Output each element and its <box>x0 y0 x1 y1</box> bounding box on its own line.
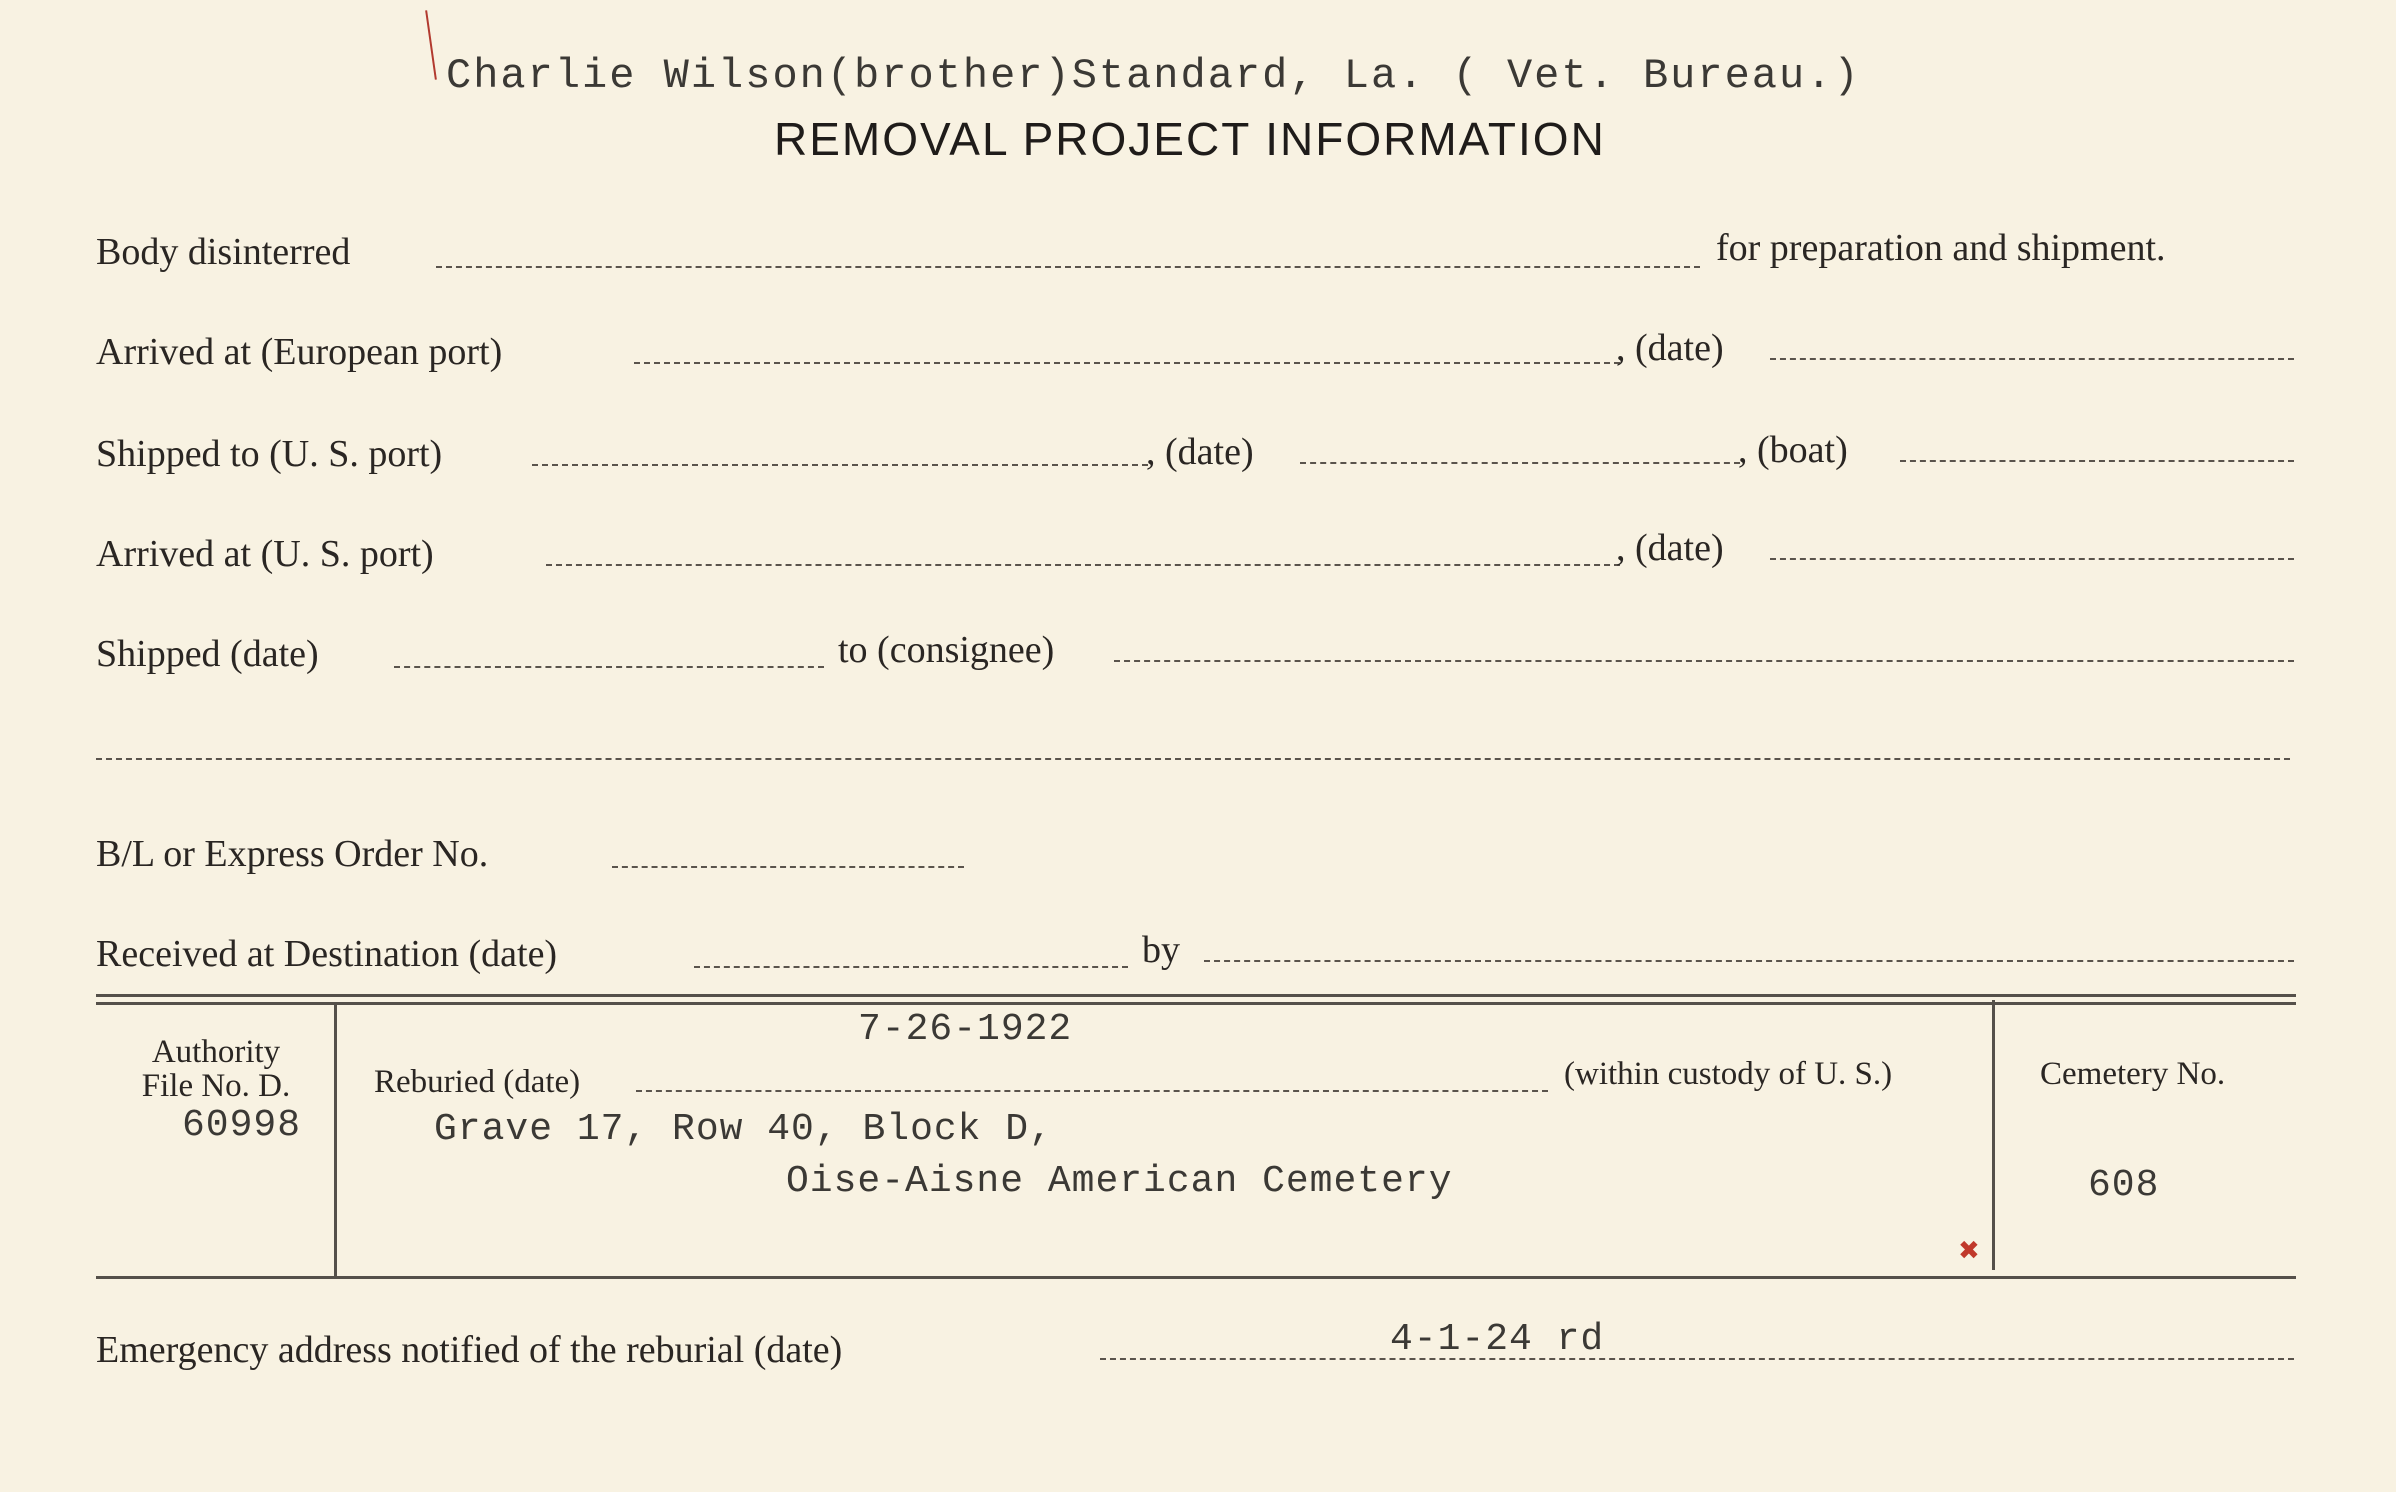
emergency-address-label: Emergency address notified of the reburial (date) <box>96 1329 843 1371</box>
grave-line-1: Grave 17, Row 40, Block D, <box>434 1108 1053 1151</box>
arrived-european-date-label: , (date) <box>1616 327 1724 369</box>
file-no-label: File No. D. <box>141 1068 291 1104</box>
file-no-value: 60998 <box>182 1104 302 1147</box>
received-destination-line <box>694 966 1128 968</box>
body-disinterred-line <box>436 266 1700 268</box>
box-bottom-rule <box>96 1276 2296 1279</box>
red-check-mark <box>425 10 437 80</box>
form-title: REMOVAL PROJECT INFORMATION <box>774 113 1606 165</box>
reburied-label: Reburied (date) <box>374 1064 581 1100</box>
emergency-address-line <box>1100 1358 2294 1360</box>
to-consignee-label: to (consignee) <box>838 629 1055 671</box>
box-top-rule <box>96 994 2296 997</box>
shipped-date-label: Shipped (date) <box>96 633 319 675</box>
consignee-continuation-line <box>96 758 2290 760</box>
boat-line <box>1900 460 2294 462</box>
red-ink-mark: ✖ <box>1958 1236 1980 1265</box>
cemetery-no-label: Cemetery No. <box>2040 1056 2226 1092</box>
arrived-european-line <box>634 362 1620 364</box>
shipped-to-us-date-label: , (date) <box>1146 431 1254 473</box>
arrived-us-label: Arrived at (U. S. port) <box>96 533 434 575</box>
authority-label: Authority <box>151 1034 281 1070</box>
by-label: by <box>1142 929 1180 971</box>
reburied-line <box>636 1090 1548 1092</box>
for-preparation-label: for preparation and shipment. <box>1716 227 2166 269</box>
shipped-date-line <box>394 666 824 668</box>
boat-label: , (boat) <box>1738 429 1848 471</box>
arrived-us-line <box>546 564 1620 566</box>
within-custody-label: (within custody of U. S.) <box>1564 1056 1893 1092</box>
by-line <box>1204 960 2294 962</box>
arrived-european-label: Arrived at (European port) <box>96 331 503 373</box>
emergency-address-value: 4-1-24 rd <box>1390 1318 1605 1361</box>
bl-express-line <box>612 866 964 868</box>
bl-express-label: B/L or Express Order No. <box>96 833 489 875</box>
shipped-to-us-label: Shipped to (U. S. port) <box>96 433 443 475</box>
to-consignee-line <box>1114 660 2294 662</box>
reburied-date-value: 7-26-1922 <box>858 1008 1073 1051</box>
arrived-us-date-label: , (date) <box>1616 527 1724 569</box>
cemetery-no-value: 608 <box>2088 1164 2160 1207</box>
received-destination-label: Received at Destination (date) <box>96 933 558 975</box>
body-disinterred-label: Body disinterred <box>96 231 351 273</box>
shipped-to-us-line <box>532 464 1148 466</box>
box-divider-right <box>1992 1000 1995 1270</box>
box-top-rule-2 <box>96 1002 2296 1005</box>
box-divider-left <box>334 1004 337 1276</box>
grave-line-2: Oise-Aisne American Cemetery <box>786 1160 1453 1203</box>
arrived-us-date-line <box>1770 558 2294 560</box>
typed-header-line: Charlie Wilson(brother)Standard, La. ( Vet. Bureau.) <box>446 52 1861 100</box>
arrived-european-date-line <box>1770 358 2294 360</box>
shipped-to-us-date-line <box>1300 462 1740 464</box>
